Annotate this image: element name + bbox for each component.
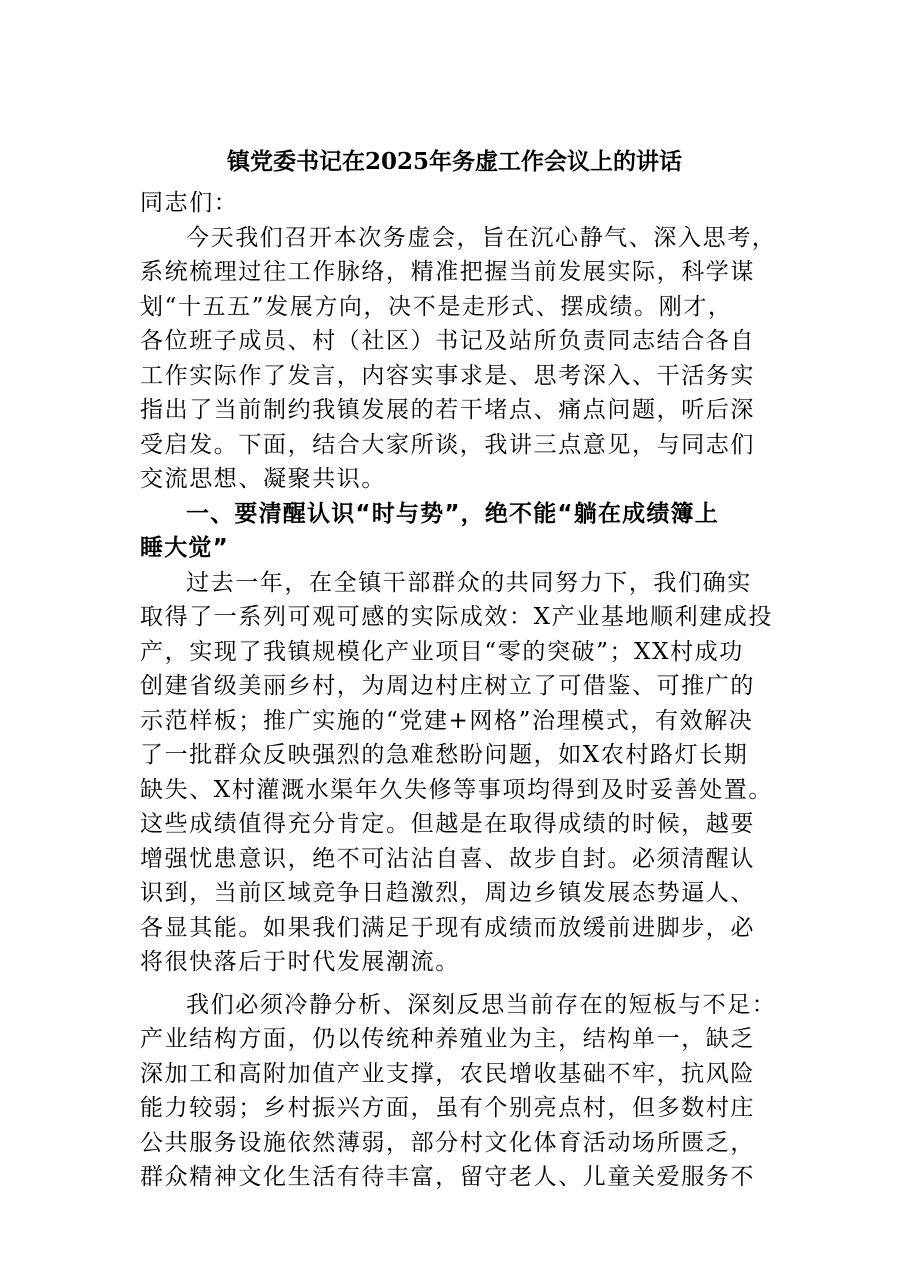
paragraph-line: 各位班子成员、村（社区）书记及站所负责同志结合各自 [140,328,755,354]
paragraph-line: 深加工和高附加值产业支撑，农民增收基础不牢，抗风险 [140,1060,755,1087]
paragraph-opening [140,221,780,497]
paragraph-line: 了一批群众反映强烈的急难愁盼问题，如X农村路灯长期 [140,742,749,768]
paragraph-line: 系统梳理过往工作脉络，精准把握当前发展实际，科学谋 [140,259,755,285]
paragraph-achievements [140,566,780,980]
paragraph-line: 划“十五五”发展方向，决不是走形式、摆成绩。刚才， [140,293,733,320]
paragraph-line: 增强忧患意识，绝不可沾沾自喜、故步自封。必须清醒认 [140,845,755,872]
paragraph-line: 公共服务设施依然薄弱，部分村文化体育活动场所匮乏， [140,1129,755,1156]
paragraph-line: 今天我们召开本次务虚会，旨在沉心静气、深入思考， [186,224,777,251]
paragraph-line: 取得了一系列可观可感的实际成效：X产业基地顺利建成投 [140,604,773,630]
paragraph-line: 这些成绩值得充分肯定。但越是在取得成绩的时候，越要 [140,811,755,837]
paragraph-line: 指出了当前制约我镇发展的若干堵点、痛点问题，听后深 [140,397,755,423]
heading-line: 一、要清醒认识“时与势”，绝不能“躺在成绩簿上 [186,500,719,527]
paragraph-gap [140,980,780,988]
heading-line: 睡大觉” [140,535,229,561]
salutation: 同志们： [140,190,239,216]
paragraph-line: 受启发。下面，结合大家所谈，我讲三点意见，与同志们 [140,431,755,458]
paragraph-shortcomings [140,988,780,1195]
paragraph-line: 各显其能。如果我们满足于现有成绩而放缓前进脚步，必 [140,914,755,941]
paragraph-line: 创建省级美丽乡村，为周边村庄树立了可借鉴、可推广的 [140,673,755,699]
paragraph-line: 交流思想、凝聚共识。 [140,466,386,492]
document-body [140,186,780,1195]
paragraph-line: 产，实现了我镇规模化产业项目“零的突破”；XX村成功 [140,638,744,665]
paragraph-line: 我们必须冷静分析、深刻反思当前存在的短板与不足： [186,991,777,1018]
document-title: 镇党委书记在2025年务虚工作会议上的讲话 [226,148,682,175]
paragraph-line: 过去一年，在全镇干部群众的共同努力下，我们确实 [186,569,752,596]
paragraph-line: 识到，当前区域竞争日趋激烈，周边乡镇发展态势逼人、 [140,880,755,906]
section-heading-1 [140,497,780,566]
paragraph-line: 工作实际作了发言，内容实事求是、思考深入、干活务实 [140,362,755,389]
paragraph-line: 产业结构方面，仍以传统种养殖业为主，结构单一，缺乏 [140,1026,755,1052]
paragraph-line: 示范样板；推广实施的“党建+网格”治理模式，有效解决 [140,707,754,734]
paragraph-line: 缺失、X村灌溉水渠年久失修等事项均得到及时妥善处置。 [140,776,773,803]
paragraph-line: 群众精神文化生活有待丰富，留守老人、儿童关爱服务不 [140,1164,755,1190]
paragraph-line: 将很快落后于时代发展潮流。 [140,949,460,975]
paragraph-line: 能力较弱；乡村振兴方面，虽有个别亮点村，但多数村庄 [140,1095,755,1121]
